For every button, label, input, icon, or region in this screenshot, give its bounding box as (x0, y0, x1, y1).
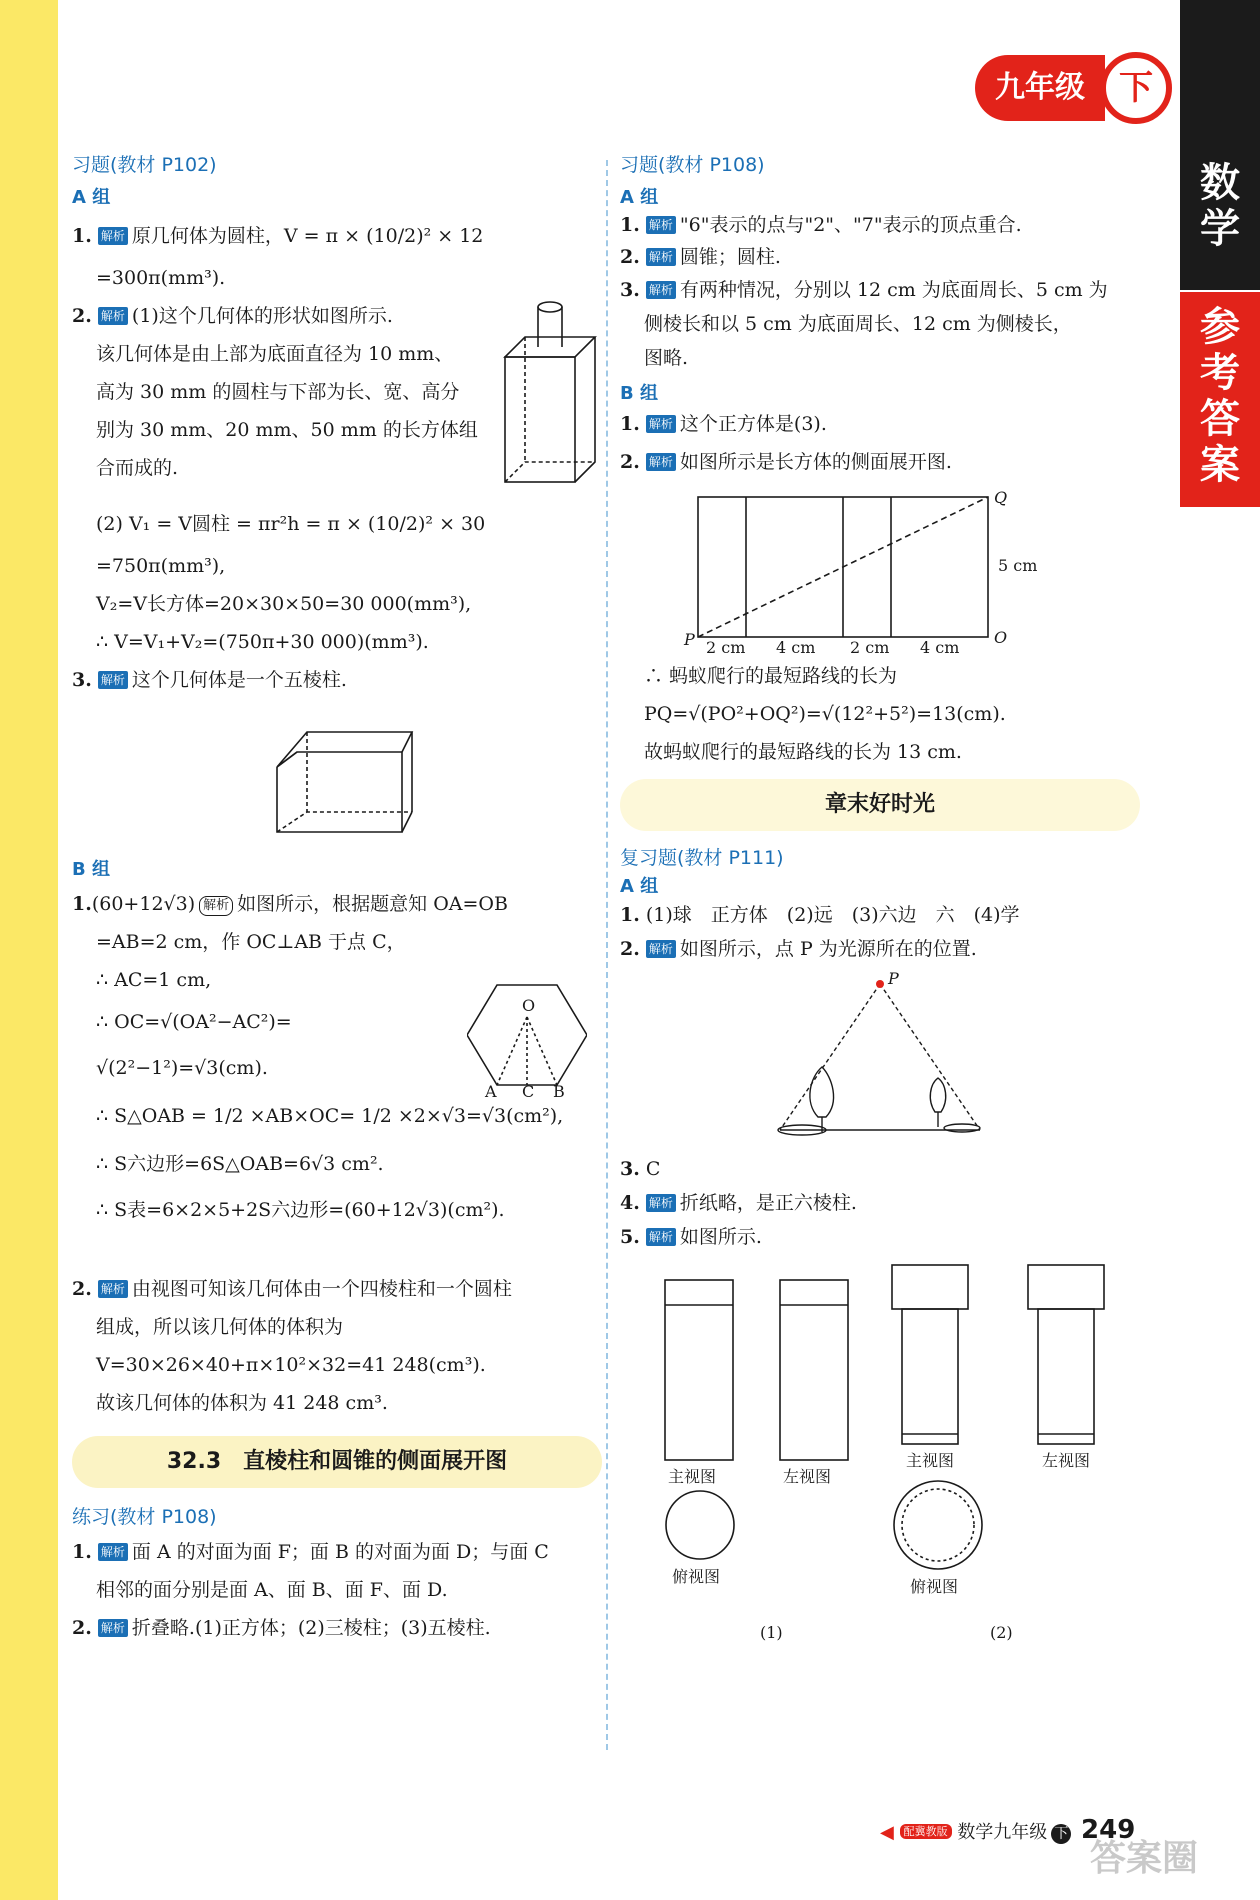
edition-badge: 配冀教版 (900, 1824, 952, 1839)
figure-1-label: (1) (760, 1623, 783, 1642)
back-arrow-icon: ◀ (880, 1822, 894, 1843)
group-heading: A 组 (620, 187, 659, 208)
answer-line: 图略. (644, 347, 689, 369)
term-badge: 下 (1100, 52, 1172, 124)
answer-line: 1. 解析 原几何体为圆柱，V = π × (10/2)² × 12 (72, 225, 484, 247)
answer-value: (60+12√3) (91, 893, 196, 915)
answer-line: =AB=2 cm，作 OC⊥AB 于点 C， (96, 931, 406, 953)
label-c: C (522, 1082, 535, 1097)
answer-char-2: 考 (1200, 350, 1240, 396)
answer-line: =750π(mm³), (96, 555, 226, 577)
main-view-label: 主视图 (906, 1451, 955, 1470)
answer-line: ∴ V=V₁+V₂=(750π+30 000)(mm³). (96, 631, 429, 653)
answer-line: ∴ S表=6×2×5+2S六边形=(60+12√3)(cm²). (96, 1199, 505, 1221)
answer-text: 如图所示，根据题意知 OA=OB (237, 893, 508, 915)
answer-text: 面 A 的对面为面 F；面 B 的对面为面 D；与面 C (131, 1541, 549, 1563)
subject-char-1: 数 (1200, 160, 1240, 206)
question-2-block (72, 297, 602, 497)
analysis-tag: 解析 (646, 216, 676, 234)
answer-line: V=30×26×40+π×10²×32=41 248(cm³). (96, 1354, 486, 1376)
analysis-tag: 解析 (98, 1543, 128, 1561)
answer-text: 有两种情况，分别以 12 cm 为底面周长、5 cm 为 (679, 279, 1108, 301)
pentagonal-prism-figure (267, 707, 427, 837)
answer-line: 3. 解析 有两种情况，分别以 12 cm 为底面周长、5 cm 为 (620, 279, 1108, 301)
answer-line: 5. 解析 如图所示. (620, 1226, 762, 1248)
right-column (620, 150, 1150, 1650)
group-heading: A 组 (620, 876, 659, 897)
answer-line: 2. 解析 如图所示是长方体的侧面展开图. (620, 451, 952, 473)
answer-text: C (645, 1158, 661, 1180)
answer-line: 合而成的. (96, 457, 179, 479)
label-b: B (553, 1082, 565, 1097)
answer-char-4: 案 (1200, 442, 1240, 488)
analysis-tag: 解析 (646, 415, 676, 433)
analysis-tag: 解析 (98, 307, 128, 325)
answer-tab (1180, 292, 1260, 507)
answer-line: 2. 解析 由视图可知该几何体由一个四棱柱和一个圆柱 (72, 1278, 512, 1300)
answer-line: 2. 解析 圆锥；圆柱. (620, 246, 781, 268)
section-heading: 习题(教材 P108) (620, 154, 765, 176)
answer-line: 故蚂蚁爬行的最短路线的长为 13 cm. (644, 741, 962, 763)
top-view-label: 俯视图 (672, 1567, 721, 1586)
label-o: O (994, 628, 1008, 647)
answer-line: ∴ S六边形=6S△OAB=6√3 cm². (96, 1153, 384, 1175)
answer-text: 折纸略，是正六棱柱. (679, 1192, 857, 1214)
analysis-tag: 解析 (199, 896, 233, 916)
label-q: Q (994, 488, 1008, 507)
three-views-figure (620, 1260, 1140, 1650)
cylinder-on-box-figure (500, 297, 600, 487)
answer-line: √(2²−1²)=√3(cm). (96, 1057, 268, 1079)
analysis-tag: 解析 (646, 940, 676, 958)
label-p: P (888, 972, 899, 988)
answer-line: 1. (1)球 正方体 (2)远 (3)六边 六 (4)学 (620, 904, 1020, 926)
light-source-figure (770, 972, 1030, 1152)
section-heading: 练习(教材 P108) (72, 1506, 217, 1528)
answer-text: 圆锥；圆柱. (679, 246, 781, 268)
subject-char-2: 学 (1200, 206, 1240, 252)
answer-text: 原几何体为圆柱，V = π × (10/2)² × 12 (131, 225, 484, 247)
answer-line: 侧棱长和以 5 cm 为底面周长、12 cm 为侧棱长， (644, 313, 1072, 335)
left-view-label: 左视图 (783, 1467, 832, 1486)
answer-line: 该几何体是由上部为底面直径为 10 mm、 (96, 343, 454, 365)
section-heading: 复习题(教材 P111) (620, 847, 784, 869)
analysis-tag: 解析 (98, 1280, 128, 1298)
light-source-dot (876, 980, 884, 988)
answer-text: 折叠略.(1)正方体；(2)三棱柱；(3)五棱柱. (131, 1617, 491, 1639)
answer-text: (1)球 正方体 (2)远 (3)六边 六 (4)学 (645, 904, 1020, 926)
answer-line: 组成，所以该几何体的体积为 (96, 1316, 344, 1338)
answer-line: =300π(mm³). (96, 267, 226, 289)
answer-line: 2. 解析 (1)这个几何体的形状如图所示. (72, 305, 393, 327)
segment-label: 2 cm (706, 638, 746, 657)
label-height: 5 cm (998, 556, 1038, 575)
analysis-tag: 解析 (646, 453, 676, 471)
answer-line: V₂=V长方体=20×30×50=30 000(mm³), (96, 593, 472, 615)
figure-2-label: (2) (990, 1623, 1013, 1642)
answer-text: 这个几何体是一个五棱柱. (131, 669, 347, 691)
group-heading: B 组 (620, 383, 658, 404)
label-a: A (485, 1082, 497, 1097)
subject-tab (1180, 0, 1260, 290)
page-number: 249 (1081, 1815, 1136, 1845)
chapter-section-banner: 32.3 直棱柱和圆锥的侧面展开图 (72, 1436, 602, 1488)
analysis-tag: 解析 (646, 248, 676, 266)
answer-line: (2) V₁ = V圆柱 = πr²h = π × (10/2)² × 30 (96, 513, 486, 535)
hexagon-figure (467, 977, 587, 1097)
answer-char-3: 答 (1200, 396, 1240, 442)
analysis-tag: 解析 (646, 281, 676, 299)
answer-line: 1.(60+12√3) 解析 如图所示，根据题意知 OA=OB (72, 893, 508, 915)
segment-label: 4 cm (920, 638, 960, 657)
left-view-label: 左视图 (1042, 1451, 1091, 1470)
section-heading: 习题(教材 P102) (72, 154, 217, 176)
group-heading: A 组 (72, 187, 111, 208)
column-divider (606, 160, 608, 1750)
answer-line: ∴ OC=√(OA²−AC²)= (96, 1011, 292, 1033)
label-o: O (522, 996, 536, 1015)
answer-text: (1)这个几何体的形状如图所示. (131, 305, 393, 327)
answer-line: ∴ S△OAB = 1/2 ×AB×OC= 1/2 ×2×√3=√3(cm²), (96, 1105, 564, 1127)
left-margin-strip (0, 0, 58, 1900)
answer-text: 这个正方体是(3). (679, 413, 827, 435)
answer-line: 3. 解析 这个几何体是一个五棱柱. (72, 669, 347, 691)
grade-badge: 九年级 (975, 55, 1105, 121)
answer-line: PQ=√(PO²+OQ²)=√(12²+5²)=13(cm). (644, 703, 1006, 725)
answer-char-1: 参 (1200, 304, 1240, 350)
answer-text: "6"表示的点与"2"、"7"表示的顶点重合. (679, 214, 1022, 236)
segment-label: 2 cm (850, 638, 890, 657)
analysis-tag: 解析 (646, 1228, 676, 1246)
footer-label: 数学九年级 (957, 1822, 1048, 1843)
answer-line: 2. 解析 折叠略.(1)正方体；(2)三棱柱；(3)五棱柱. (72, 1617, 491, 1639)
footer-term: 下 (1051, 1824, 1071, 1844)
answer-text: 由视图可知该几何体由一个四棱柱和一个圆柱 (131, 1278, 512, 1300)
segment-label: 4 cm (776, 638, 816, 657)
analysis-tag: 解析 (98, 671, 128, 689)
answer-line: ∴ 蚂蚁爬行的最短路线的长为 (644, 665, 898, 687)
chapter-review-banner: 章末好时光 (620, 779, 1140, 831)
answer-line: 故该几何体的体积为 41 248 cm³. (96, 1392, 388, 1414)
watermark: 答案圈 (1090, 1838, 1199, 1879)
group-heading: B 组 (72, 859, 110, 880)
answer-line: 2. 解析 如图所示，点 P 为光源所在的位置. (620, 938, 977, 960)
question-b1-block (72, 885, 602, 1270)
answer-line: ∴ AC=1 cm, (96, 969, 212, 991)
answer-text: 如图所示，点 P 为光源所在的位置. (679, 938, 977, 960)
left-column (72, 150, 602, 1647)
answer-line: 3. C (620, 1158, 661, 1180)
lateral-net-figure (680, 487, 1060, 657)
main-view-label: 主视图 (668, 1467, 717, 1486)
analysis-tag: 解析 (646, 1194, 676, 1212)
answer-line: 1. 解析 面 A 的对面为面 F；面 B 的对面为面 D；与面 C (72, 1541, 549, 1563)
analysis-tag: 解析 (98, 1619, 128, 1637)
answer-line: 1. 解析 这个正方体是(3). (620, 413, 827, 435)
answer-text: 如图所示是长方体的侧面展开图. (679, 451, 952, 473)
answer-line: 高为 30 mm 的圆柱与下部为长、宽、高分 (96, 381, 460, 403)
answer-line: 别为 30 mm、20 mm、50 mm 的长方体组 (96, 419, 478, 441)
answer-line: 相邻的面分别是面 A、面 B、面 F、面 D. (96, 1579, 448, 1601)
top-view-label: 俯视图 (910, 1577, 959, 1596)
answer-line: 4. 解析 折纸略，是正六棱柱. (620, 1192, 857, 1214)
answer-text: 如图所示. (679, 1226, 762, 1248)
analysis-tag: 解析 (98, 227, 128, 245)
label-p: P (684, 630, 695, 649)
answer-line: 1. 解析 "6"表示的点与"2"、"7"表示的顶点重合. (620, 214, 1022, 236)
